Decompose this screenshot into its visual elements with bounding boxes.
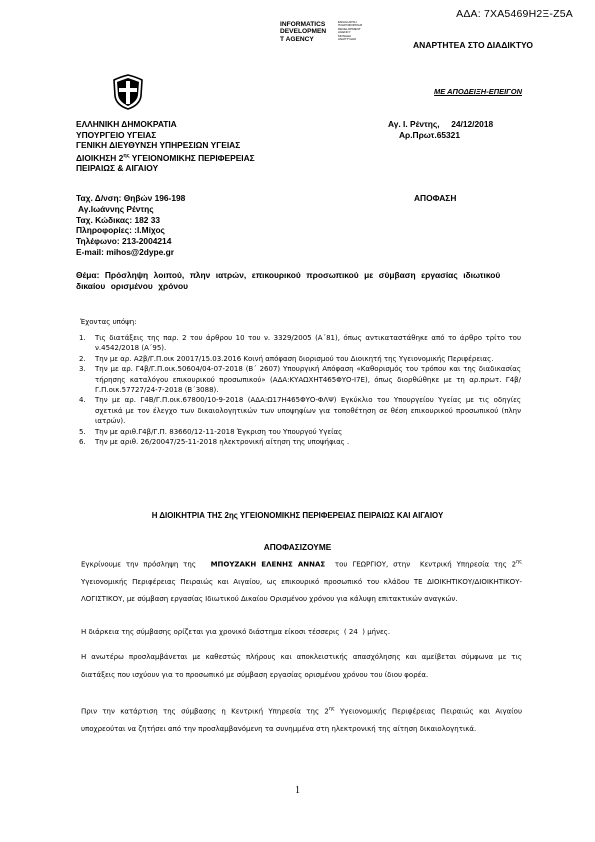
decide-heading: ΑΠΟΦΑΣΙΖΟΥΜΕ: [263, 542, 332, 552]
address-line: Ταχ. Κώδικας: 182 33: [76, 214, 161, 225]
list-item: 3. Την με αρ. Γ4β/Γ.Π.οικ.50604/04-07-2018 (Β΄ 2607) Υπουργική Απόφαση «Καθορισμός του τρόπου και της διαδικασίας τήρησης καταλόγου επικουρικού προσωπικού» (ΑΔΑ:ΚΥΑΩΧΗΤ465ΦΥΟ-Ι7Ε), όπως διορθώθηκε με τη αρ.πρωτ. Γ4β/Γ.Π.οικ.57727/24-7-2018 (Β΄3088).: [79, 365, 521, 395]
address-line: E-mail: mihos@2dype.gr: [76, 246, 174, 257]
list-item: 6. Την με αριθ. 26/20047/25-11-2018 ηλεκτρονική αίτηση της υποψήφιας .: [79, 438, 350, 447]
logo-line: DEVELOPMEN: [280, 28, 327, 36]
employment-terms-paragraph: Η ανωτέρω προσλαμβάνεται με καθεστώς πλήρους και αποκλειστικής απασχόλησης και αμείβεται σύμφωνα με τις διατάξεις που ισχύουν για το προσωπικό με σύμβαση εργασίας ορισμένου χρόνου του ίδιου φορέα.: [81, 653, 522, 679]
employee-name: ΜΠΟΥΖΑΚΗ ΕΛΕΝΗΣ ΑΝΝΑΣ: [210, 560, 326, 569]
address-line: Τηλέφωνο: 213-2004214: [76, 236, 172, 247]
list-item: 4. Την με αρ. Γ4Β/Γ.Π.οικ.67800/10-9-2018 (ΑΔΑ:Ω17Η465ΦΥΟ-ΦΛΨ) Εγκύκλιο του Υπουργείου Υγείας με τις οδηγίες σχετικά με τον έλεγχο των δικαιολογητικών των υποψηφίων για τοποθέτηση σε θέση επικουρικού προσωπικού (πλην ιατρών).: [79, 396, 521, 426]
header-line: ΠΕΙΡΑΙΩΣ & ΑΙΓΑΙΟΥ: [76, 163, 159, 174]
header-line: ΓΕΝΙΚΗ ΔΙΕΥΘΥΝΣΗ ΥΠΗΡΕΣΙΩΝ ΥΓΕΙΑΣ: [76, 140, 241, 151]
logo-line: INFORMATICS: [280, 21, 326, 28]
page-number: 1: [295, 785, 300, 796]
header-line: ΕΛΛΗΝΙΚΗ ΔΗΜΟΚΡΑΤΙΑ: [76, 119, 177, 129]
date-block: [388, 119, 493, 140]
address-line: Πληροφορίες: :Ι.Μίχος: [76, 225, 165, 236]
approval-paragraph: Εγκρίνουμε την πρόσληψη της ΜΠΟΥΖΑΚΗ ΕΛΕΝΗΣ ΑΝΝΑΣ του ΓΕΩΡΓΙΟΥ, στην Κεντρική Υπηρεσία της $2^{\eta\varsigma}$ Υγειονομικής Περιφέρειας Πειραιώς και Αιγαίου, ως επικουρικό προσωπικό του κλάδου ΤΕ ΔΙΟΙΚΗΤΙΚΟΥ/ΔΙΟΙΚΗΤΙΚΟΥ-ΛΟΓΙΣΤΙΚΟΥ, με σύμβαση εργασίας Ιδιωτικού Δικαίου Ορισμένου χρόνου για κάλυψη επιτακτικών αναγκών.: [81, 560, 522, 604]
header-line: ΔΙΟΙΚΗΣΗ $2^{\eta\varsigma}$ ΥΓΕΙΟΝΟΜΙΚΗΣ ΠΕΡΙΦΕΡΕΙΑΣ: [76, 152, 255, 163]
address-line: Αγ.Ιωάννης Ρέντης: [76, 203, 154, 214]
decision-label: ΑΠΟΦΑΣΗ: [414, 193, 457, 203]
address-line: Ταχ. Δ/νση: Θηβών 196-198: [76, 193, 186, 203]
documents-paragraph: Πριν την κατάρτιση της σύμβασης η Κεντρική Υπηρεσία της $2^{\eta\varsigma}$ Υγειονομικής Περιφέρειας Πειραιώς και Αιγαίου υποχρεούται να ζητήσει από την προσλαμβανόμενη τα συνημμένα στη ηλεκτρονική της αίτηση δικαιολογητικά.: [81, 707, 527, 733]
logo-line: T AGENCY: [280, 35, 314, 43]
address-block: [76, 193, 185, 258]
ada-code: ΑΔΑ: 7ΧΑ5469Η2Ξ-Ζ5Α: [456, 8, 573, 20]
logo-small-text: ΕΝΙΑΙΑ ΑΡΧΗ ΠΛΗΡΟΦΟΡΙΚΗΣ DEVELOPMENT AGENCY ΜΟΝΑΔΑ ΑΝΑΠΤΥΞΗΣ: [338, 20, 363, 42]
urgency-notice: ΜΕ ΑΠΟΔΕΙΞΗ-ΕΠΕΙΓΟΝ: [434, 87, 522, 96]
place-date: Αγ. Ι. Ρέντης, 24/12/2018: [388, 119, 494, 129]
authority-heading: Η ΔΙΟΙΚΗΤΡΙΑ ΤΗΣ 2ης ΥΓΕΙΟΝΟΜΙΚΗΣ ΠΕΡΙΦΕΡΕΙΑΣ ΠΕΙΡΑΙΩΣ ΚΑΙ ΑΙΓΑΙΟΥ: [151, 511, 444, 520]
duration-paragraph: Η διάρκεια της σύμβασης ορίζεται για χρονικό διάστημα είκοσι τέσσερις ( 24 ) μήνες.: [81, 628, 391, 636]
greek-coat-of-arms-icon: [112, 74, 144, 110]
issuer-header: [76, 119, 255, 174]
list-item: 5. Την με αριθ.Γ4β/Γ.Π. 83660/12-11-2018 Έγκριση του Υπουργού Υγείας: [79, 427, 343, 436]
list-item: 1. Τις διατάξεις της παρ. 2 του άρθρου 10 του ν. 3329/2005 (Α΄81), όπως αντικαταστάθηκε από το άρθρο τρίτο του ν.4542/2018 (Α΄95).: [79, 334, 521, 353]
list-item: 2. Την με αρ. Α2β/Γ.Π.οικ 20017/15.03.2016 Κοινή απόφαση διορισμού του Διοικητή της Υγειονομικής Περιφέρειας.: [79, 354, 494, 363]
diavgeia-logo: [280, 20, 363, 51]
protocol-number: Αρ.Πρωτ.65321: [399, 129, 460, 140]
anartitea-notice: ΑΝΑΡΤΗΤΕΑ ΣΤΟ ΔΙΑΔΙΚΤΥΟ: [413, 40, 533, 50]
considering-heading: Έχοντας υπόψη:: [80, 318, 137, 326]
considerations-list: [79, 333, 521, 447]
header-line: ΥΠΟΥΡΓΕΙΟ ΥΓΕΙΑΣ: [76, 129, 157, 140]
subject-line: Θέμα: Πρόσληψη λοιπού, πλην ιατρών, επικουρικού προσωπικού με σύμβαση εργασίας ιδιωτικού δικαίου ορισμένου χρόνου: [76, 270, 501, 292]
